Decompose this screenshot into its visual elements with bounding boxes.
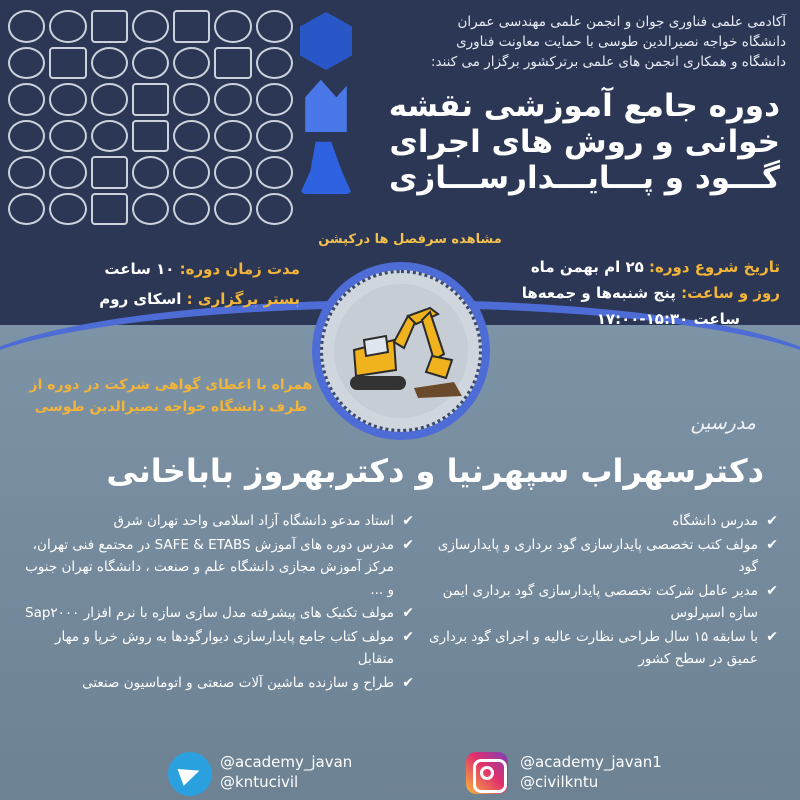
days	[480, 280, 780, 306]
partner-logo	[173, 120, 210, 153]
check-icon: ✔	[402, 536, 414, 553]
start-date	[480, 254, 780, 280]
check-icon: ✔	[402, 674, 414, 691]
partner-logo	[132, 193, 169, 226]
civil-association-logo	[300, 74, 352, 132]
list-item	[24, 672, 414, 695]
list-item	[428, 510, 778, 533]
partner-logo	[8, 120, 45, 153]
partner-logo	[132, 83, 169, 116]
check-icon: ✔	[402, 513, 414, 529]
list-item-text: مدرس دانشگاه	[672, 513, 758, 529]
list-item-text: مدیر عامل شرکت تخصصی پایدارسازی گود برداری ایمن سازه اسپرلوس	[442, 582, 758, 621]
partner-logo	[256, 47, 293, 80]
partner-logo	[173, 47, 210, 80]
platform-value: اسکای روم	[99, 290, 182, 308]
partner-logo	[8, 47, 45, 80]
partner-logo	[173, 156, 210, 189]
hours: ساعت ۱۵:۳۰-۱۷:۰۰	[596, 310, 740, 328]
list-item	[428, 580, 778, 625]
list-item	[24, 534, 414, 602]
schedule-info	[480, 254, 780, 332]
list-item-text: مولف کتاب جامع پایدارسازی دیوارگودها به روش خرپا و مهار متقابل	[54, 628, 394, 667]
partner-logo	[173, 10, 210, 43]
partner-logo	[214, 193, 251, 226]
instagram-icon[interactable]	[466, 752, 508, 794]
list-item	[428, 626, 778, 671]
partner-logo	[8, 83, 45, 116]
partner-logo	[91, 47, 128, 80]
teachers-name: دکترسهراب سپهرنیا و دکتربهروز باباخانی	[106, 452, 764, 490]
partner-logo	[256, 10, 293, 43]
telegram-handle[interactable]: @academy_javan	[220, 753, 353, 771]
partner-logo	[49, 193, 86, 226]
partner-logo	[49, 47, 86, 80]
days-label: روز و ساعت:	[681, 284, 780, 302]
title-line: دوره جامع آموزشی نقشه	[388, 88, 780, 124]
list-item-text: مولف تکنیک های پیشرفته مدل سازی سازه با نرم افزار Sap۲۰۰۰	[25, 605, 394, 621]
list-item	[24, 626, 414, 671]
title-line: خوانی و روش های اجرای	[389, 124, 780, 160]
days-value: پنج شنبه‌ها و جمعه‌ها	[521, 284, 676, 302]
instagram-handle[interactable]: @civilkntu	[520, 773, 599, 791]
partner-logo	[173, 83, 210, 116]
excavator-illustration	[334, 290, 468, 410]
list-item	[24, 510, 414, 533]
list-item-text: مولف کتب تخصصی پایدارسازی گود برداری و پایدارسازی گود	[437, 536, 758, 575]
check-icon: ✔	[766, 536, 778, 553]
check-icon: ✔	[766, 628, 778, 645]
intro-text	[366, 12, 786, 72]
platform-label: بستر برگزاری :	[186, 290, 300, 308]
telegram-icon[interactable]	[168, 752, 212, 796]
list-item-text: با سابقه ۱۵ سال طراحی نظارت عالیه و اجرای گود برداری عمیق در سطح کشور	[429, 628, 758, 667]
partner-logo	[132, 10, 169, 43]
partner-logo	[214, 10, 251, 43]
partner-logo	[49, 120, 86, 153]
list-item	[428, 534, 778, 579]
duration	[60, 254, 300, 284]
intro-line: آکادمی علمی فناوری جوان و انجمن علمی مهندسی عمران	[457, 14, 786, 30]
duration-label: مدت زمان دوره:	[179, 260, 300, 278]
platform	[60, 284, 300, 314]
partner-logo	[49, 156, 86, 189]
certificate-line: طرف دانشگاه خواجه نصیرالدین طوسی	[34, 399, 308, 415]
partner-logo	[214, 47, 251, 80]
instagram-handles	[520, 752, 662, 792]
instagram-handle[interactable]: @academy_javan1	[520, 753, 662, 771]
partner-logo	[256, 156, 293, 189]
check-icon: ✔	[766, 513, 778, 529]
partner-logo	[132, 120, 169, 153]
academy-logo	[300, 136, 352, 194]
check-icon: ✔	[402, 605, 414, 621]
partner-logo	[49, 83, 86, 116]
teachers-label: مدرسین	[690, 412, 756, 434]
course-meta	[60, 254, 300, 314]
partner-logo	[91, 83, 128, 116]
partner-logo	[8, 10, 45, 43]
partner-logo	[256, 83, 293, 116]
certificate-note	[26, 374, 316, 418]
telegram-handle[interactable]: @kntucivil	[220, 773, 299, 791]
partner-logo	[8, 193, 45, 226]
partner-logo	[214, 83, 251, 116]
partner-logo	[49, 10, 86, 43]
partner-logo	[256, 193, 293, 226]
kntu-logo	[300, 12, 352, 70]
teacher-1-credentials	[428, 510, 778, 672]
list-item-text: استاد مدعو دانشگاه آزاد اسلامی واحد تهران شرق	[113, 513, 394, 529]
telegram-handles	[220, 752, 352, 792]
start-date-label: تاریخ شروع دوره:	[649, 258, 780, 276]
duration-value: ۱۰ ساعت	[104, 260, 175, 278]
syllabus-note: مشاهده سرفصل ها درکپشن	[318, 232, 502, 247]
partner-logo	[256, 120, 293, 153]
list-item-text: طراح و سازنده ماشین آلات صنعتی و اتوماسیون صنعتی	[82, 674, 394, 691]
partner-logo	[8, 156, 45, 189]
kntu-logos	[296, 8, 356, 228]
course-title	[360, 88, 780, 196]
partner-logo	[132, 156, 169, 189]
list-item-text: مدرس دوره های آموزش SAFE & ETABS در مجتمع فنی تهران، مرکز آموزش مجازی دانشگاه علم و صنعت ، دانشگاه تهران جنوب و ...	[25, 536, 394, 598]
check-icon: ✔	[766, 582, 778, 599]
teacher-2-credentials	[24, 510, 414, 695]
check-icon: ✔	[402, 628, 414, 645]
list-item	[24, 602, 414, 625]
partner-logo	[91, 193, 128, 226]
partner-logo	[91, 156, 128, 189]
partner-logo	[132, 47, 169, 80]
intro-line: دانشگاه و همکاری انجمن های علمی برترکشور برگزار می کنند:	[430, 54, 786, 70]
partner-logo	[91, 120, 128, 153]
partner-logo	[214, 120, 251, 153]
intro-line: دانشگاه خواجه نصیرالدین طوسی با حمایت معاونت فناوری	[456, 34, 786, 50]
partner-logo	[173, 193, 210, 226]
partner-logo	[214, 156, 251, 189]
partner-logo	[91, 10, 128, 43]
certificate-line: همراه با اعطای گواهی شرکت در دوره از	[29, 377, 313, 393]
partner-logos-grid	[8, 10, 293, 225]
start-date-value: ۲۵ ام بهمن ماه	[530, 258, 644, 276]
title-line: گـــود و پـــایـــدارســـازی	[388, 160, 780, 196]
